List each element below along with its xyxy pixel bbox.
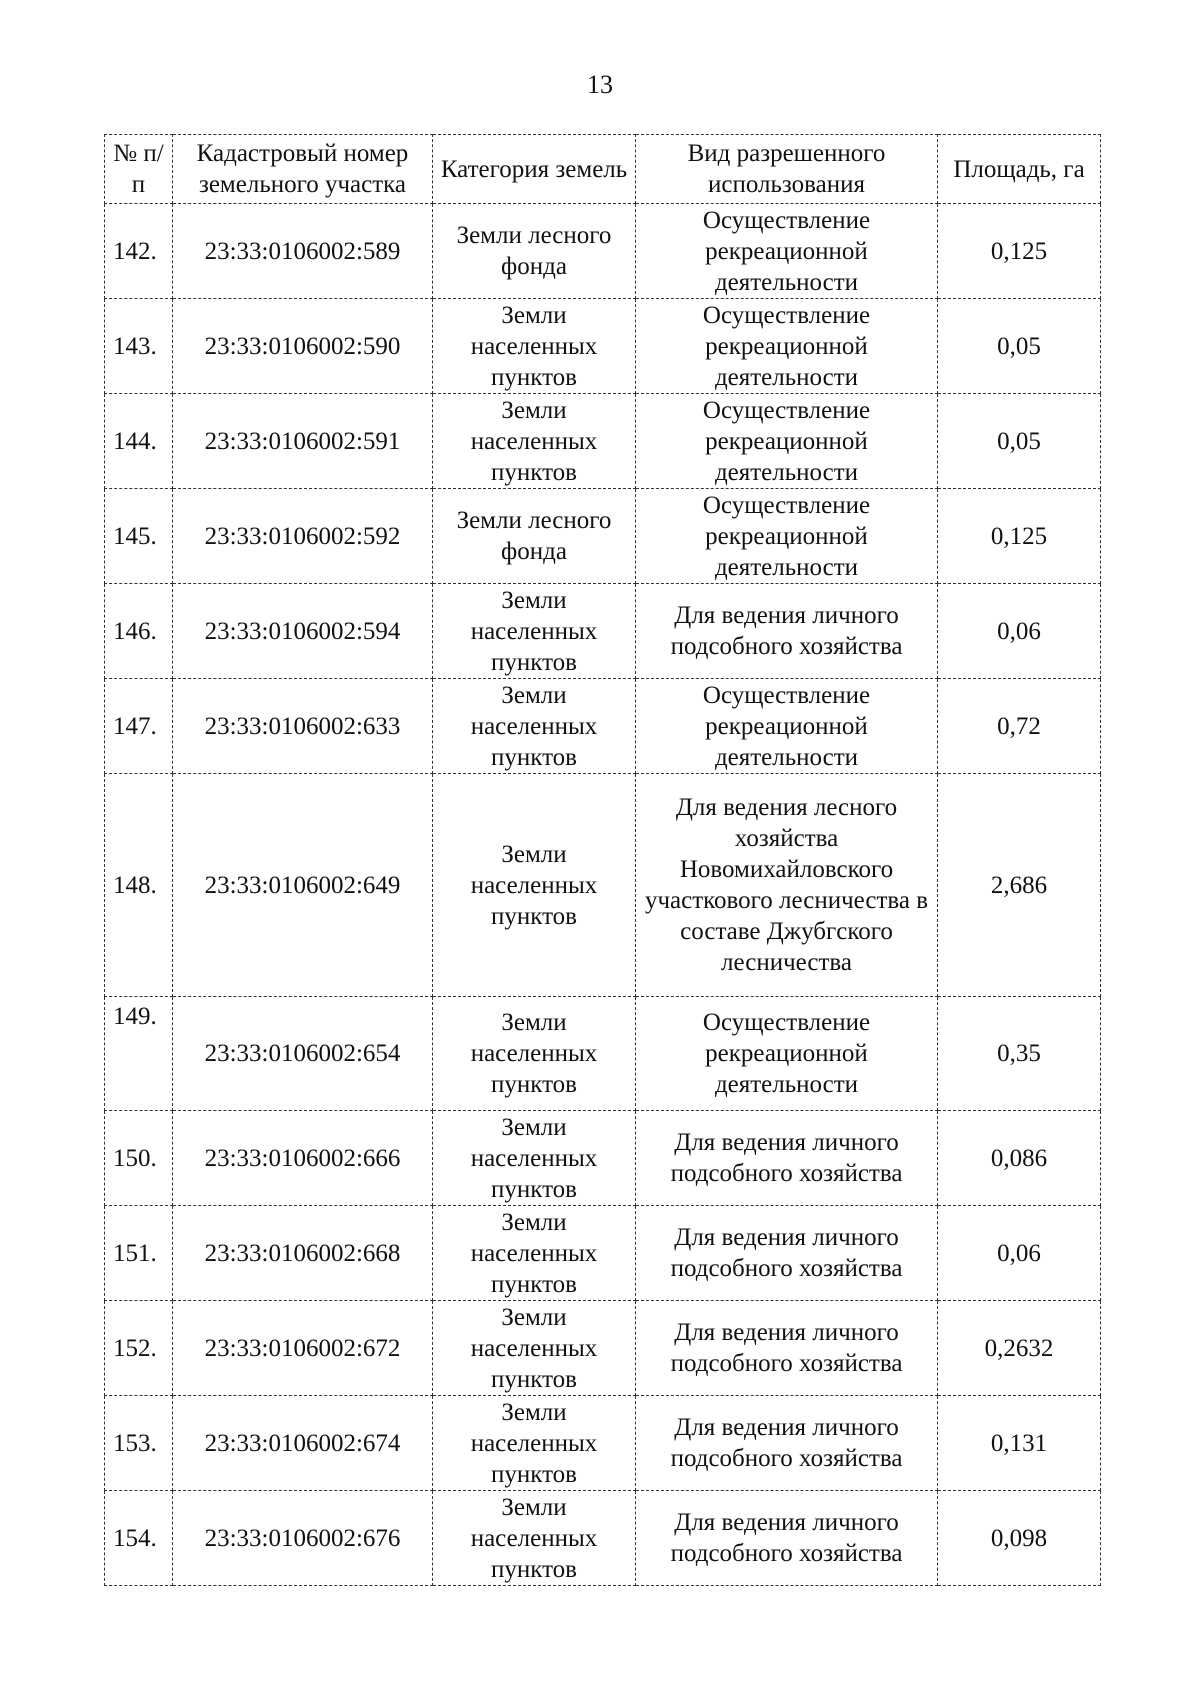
row-number: 151. [105,1206,173,1301]
table-row [105,679,1101,774]
land-category: Земли населенных пунктов [433,1491,636,1586]
row-number: 152. [105,1301,173,1396]
land-category: Земли населенных пунктов [433,1301,636,1396]
area-value: 2,686 [938,774,1101,997]
land-category: Земли населенных пунктов [433,299,636,394]
area-value: 0,72 [938,679,1101,774]
land-plots-table [104,134,1101,1586]
table-row [105,489,1101,584]
land-category: Земли населенных пунктов [433,1111,636,1206]
cadastral-number: 23:33:0106002:592 [173,489,433,584]
row-number: 142. [105,204,173,299]
permitted-use: Для ведения личного подсобного хозяйства [636,1396,938,1491]
permitted-use: Для ведения личного подсобного хозяйства [636,1111,938,1206]
permitted-use: Осуществление рекреационной деятельности [636,679,938,774]
area-value: 0,05 [938,299,1101,394]
cadastral-number: 23:33:0106002:589 [173,204,433,299]
land-category: Земли лесного фонда [433,489,636,584]
permitted-use: Осуществление рекреационной деятельности [636,394,938,489]
land-category: Земли населенных пунктов [433,1396,636,1491]
permitted-use: Для ведения личного подсобного хозяйства [636,1491,938,1586]
permitted-use: Для ведения личного подсобного хозяйства [636,1206,938,1301]
area-value: 0,125 [938,489,1101,584]
land-category: Земли населенных пунктов [433,679,636,774]
row-number: 153. [105,1396,173,1491]
cadastral-number: 23:33:0106002:591 [173,394,433,489]
table-row [105,1301,1101,1396]
cadastral-number: 23:33:0106002:649 [173,774,433,997]
cadastral-number: 23:33:0106002:666 [173,1111,433,1206]
row-number: 147. [105,679,173,774]
land-category: Земли населенных пунктов [433,1206,636,1301]
row-number: 143. [105,299,173,394]
table-row [105,204,1101,299]
permitted-use: Осуществление рекреационной деятельности [636,489,938,584]
cadastral-number: 23:33:0106002:654 [173,997,433,1111]
area-value: 0,06 [938,584,1101,679]
header-area: Площадь, га [938,135,1101,204]
land-category: Земли лесного фонда [433,204,636,299]
cadastral-number: 23:33:0106002:633 [173,679,433,774]
area-value: 0,05 [938,394,1101,489]
table-header-row [105,135,1101,204]
header-permitted-use: Вид разрешенного использования [636,135,938,204]
cadastral-number: 23:33:0106002:674 [173,1396,433,1491]
land-category: Земли населенных пунктов [433,394,636,489]
table-row [105,1206,1101,1301]
cadastral-number: 23:33:0106002:668 [173,1206,433,1301]
area-value: 0,06 [938,1206,1101,1301]
permitted-use: Осуществление рекреационной деятельности [636,299,938,394]
row-number: 148. [105,774,173,997]
table-row [105,1111,1101,1206]
row-number: 144. [105,394,173,489]
table-row [105,584,1101,679]
area-value: 0,086 [938,1111,1101,1206]
row-number: 146. [105,584,173,679]
row-number: 150. [105,1111,173,1206]
table-row [105,774,1101,997]
table-row [105,1396,1101,1491]
cadastral-number: 23:33:0106002:672 [173,1301,433,1396]
table-row [105,1491,1101,1586]
area-value: 0,125 [938,204,1101,299]
permitted-use: Для ведения лесного хозяйства Новомихайловского участкового лесничества в составе Джубгского лесничества [636,774,938,997]
row-number: 154. [105,1491,173,1586]
permitted-use: Для ведения личного подсобного хозяйства [636,1301,938,1396]
permitted-use: Для ведения личного подсобного хозяйства [636,584,938,679]
cadastral-number: 23:33:0106002:676 [173,1491,433,1586]
area-value: 0,098 [938,1491,1101,1586]
table-row [105,997,1101,1111]
header-land-category: Категория земель [433,135,636,204]
cadastral-number: 23:33:0106002:590 [173,299,433,394]
header-number: № п/п [105,135,173,204]
table-row [105,394,1101,489]
cadastral-number: 23:33:0106002:594 [173,584,433,679]
land-category: Земли населенных пунктов [433,997,636,1111]
area-value: 0,131 [938,1396,1101,1491]
area-value: 0,2632 [938,1301,1101,1396]
table-row [105,299,1101,394]
area-value: 0,35 [938,997,1101,1111]
land-category: Земли населенных пунктов [433,774,636,997]
page-number: 13 [587,70,613,99]
permitted-use: Осуществление рекреационной деятельности [636,204,938,299]
land-category: Земли населенных пунктов [433,584,636,679]
permitted-use: Осуществление рекреационной деятельности [636,997,938,1111]
row-number: 145. [105,489,173,584]
header-cadastral-number: Кадастровый номер земельного участка [173,135,433,204]
row-number: 149. [105,997,173,1111]
